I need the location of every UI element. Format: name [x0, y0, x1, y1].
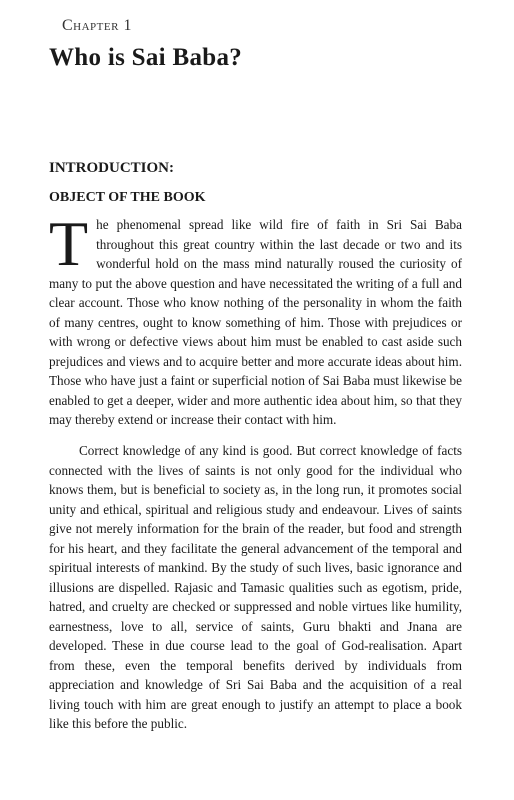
paragraph-text: he phenomenal spread like wild fire of faith in Sri Sai Baba throughout this great country within the last decade or two and its wonderful hold on the mass mind naturally roused the curiosity of many to put the above question and have necessitated the writing of a full and clear account. Those who know nothing of the personality in whom the faith of many centres, ought to know something of him. Those with prejudices or with wrong or defective views about him must be enabled to cast aside such prejudices and views and to acquire better and more accurate ideas about him. Those who have just a faint or superficial notion of Sai Baba must likewise be enabled to get a deeper, wider and more authentic idea about him, so that they may thereby extend or increase their contact with him. — [49, 217, 462, 427]
section-subheading: OBJECT OF THE BOOK — [49, 190, 206, 205]
chapter-label: Chapter 1 — [62, 17, 132, 34]
section-heading: INTRODUCTION: — [49, 160, 175, 176]
chapter-title: Who is Sai Baba? — [49, 44, 243, 71]
paragraph-object-of-book — [49, 208, 462, 430]
paragraph-correct-knowledge: Correct knowledge of any kind is good. But correct knowledge of facts connected with the lives of saints is not only good for the individual who knows them, but is beneficial to society as, in the long run, it promotes social unity and ethical, spiritual and religious study and endeavour. Lives of saints give not merely information for the brain of the reader, but food and strength for his heart, and they facilitate the general advancement of the temporal and spiritual interests of mankind. By the study of such lives, basic ignorance and illusions are dispelled. Rajasic and Tamasic qualities such as egotism, pride, hatred, and cruelty are checked or suppressed and noble virtues like humility, earnestness, love to all, service of saints, Guru bhakti and Jnana are developed. These in due course lead to the goal of God-realisation. Apart from these, even the temporal benefits derived by individuals from appreciation and knowledge of Sri Sai Baba and the acquisition of a real living touch with him are great enough to justify an attempt to place a book like this before the public. — [49, 443, 462, 731]
drop-cap: T — [49, 208, 89, 279]
